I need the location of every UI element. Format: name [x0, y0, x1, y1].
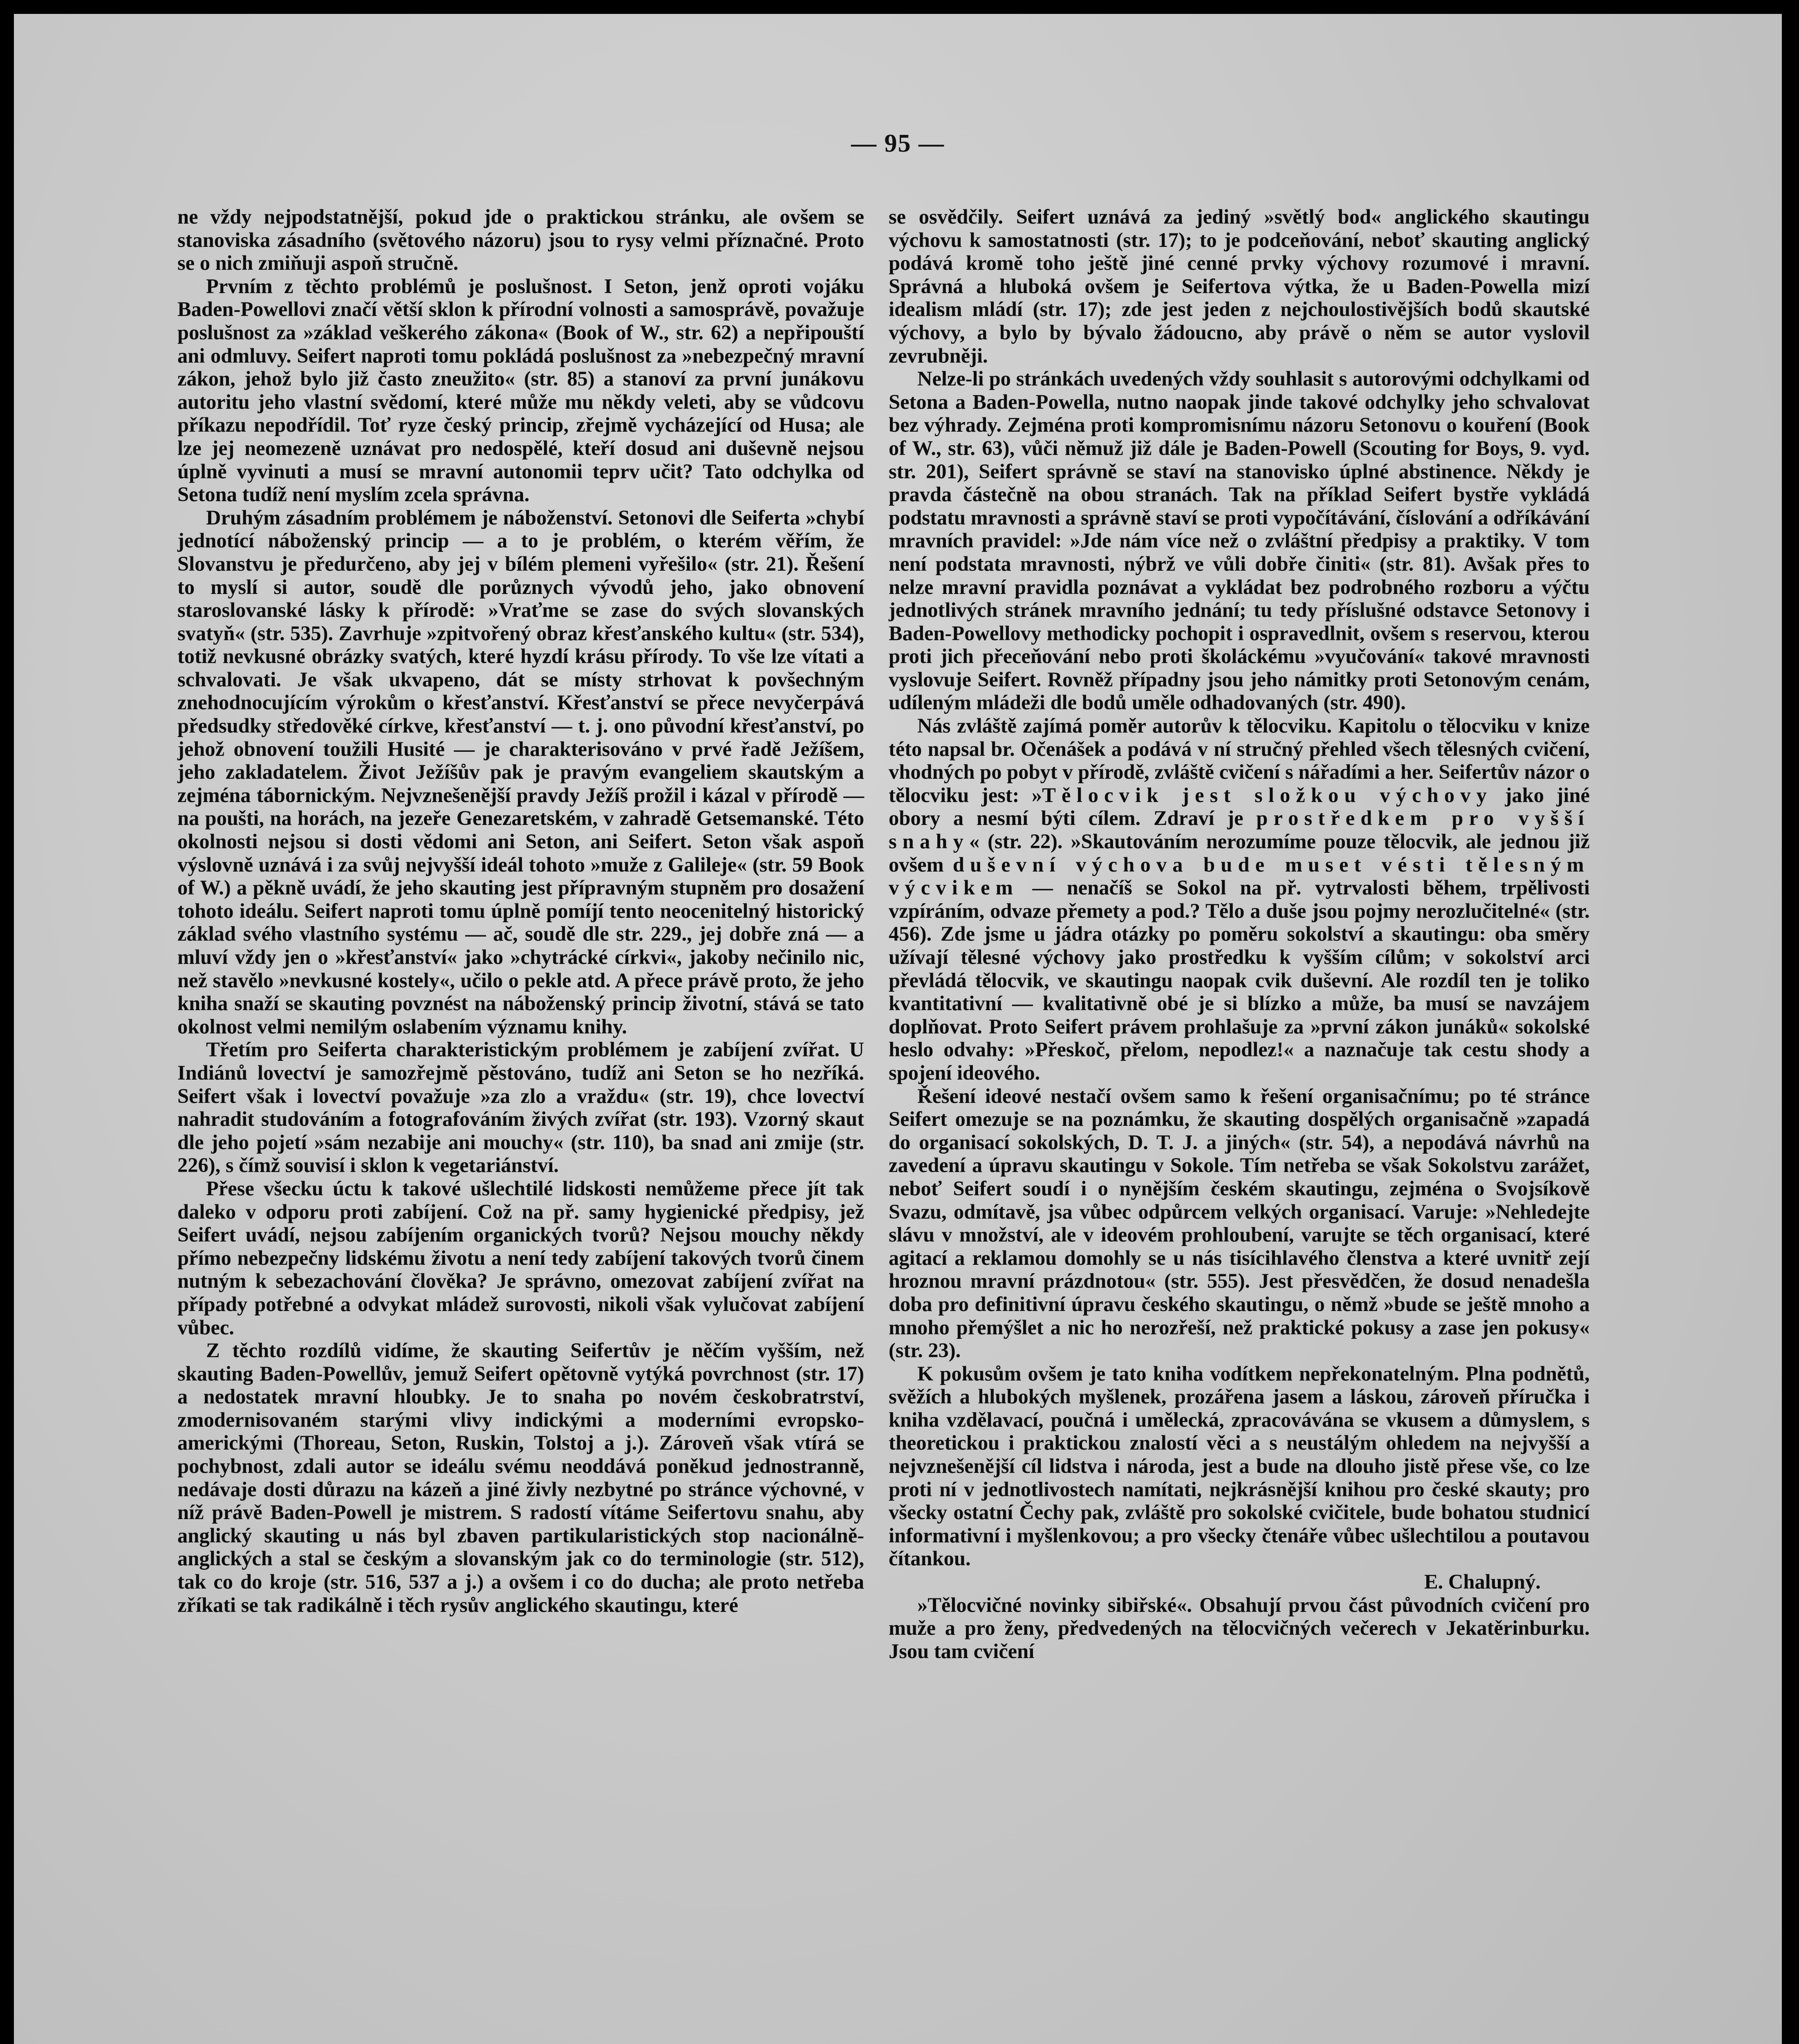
- paragraph: Z těchto rozdílů vidíme, že skauting Seifertův je něčím vyšším, než skauting Baden-Powellův, jemuž Seifert opětovně vytýká povrchnost (str. 17) a nedostatek mravní hloubky. Je to snaha po novém českobratrství, zmodernisovaném starými vlivy indickými a moderními evropsko-americkými (Thoreau, Seton, Ruskin, Tolstoj a j.). Zároveň však vtírá se pochybnost, zdali autor se ideálu svému neoddává poněkud jednostranně, nedávaje dosti důrazu na kázeň a jiné živly nezbytné po stránce výchovné, v níž právě Baden-Powell je mistrem. S radostí vítáme Seifertovu snahu, aby anglický skauting u nás byl zbaven partikularistických stop nacionálně-anglických a stal se českým a slovanským jak co do terminologie (str. 512), tak co do kroje (str. 516, 537 a j.) a ovšem i co do ducha; ale proto netřeba zříkati se tak radikálně i těch rysův anglického skautingu, které: [177, 1339, 864, 1616]
- author-signature: E. Chalupný.: [1424, 1570, 1541, 1594]
- text-run: Obsahují prvou část původních cvičení pro muže a pro ženy, předvedených na tělocvičných večerech v Jekatěrinburku. Jsou tam cvičení: [889, 1593, 1590, 1663]
- text-run: Nás zvláště zajímá poměr autorův k tělocviku. Kapitolu o tělocviku v knize této napsal br. Očenášek a podává v ní stručný přehled všech tělesných cvičení, vhodných po pobyt v přírodě, zvláště cvičení s nářadími a her. Seifertův názor o tělocviku jest: »: [889, 714, 1590, 807]
- paragraph: ne vždy nejpodstatnější, pokud jde o praktickou stránku, ale ovšem se stanoviska zásadního (světového názoru) jsou to rysy velmi příznačné. Proto se o nich zmiňuji aspoň stručně.: [177, 205, 864, 275]
- spaced-emphasis: Tělocvik jest složkou výchovy: [1042, 783, 1493, 807]
- left-column: [177, 205, 864, 1616]
- paragraph: Prvním z těchto problémů je poslušnost. I Seton, jenž oproti vojáku Baden-Powellovi značí větší sklon k přírodní volnosti a samosprávě, považuje poslušnost za »základ veškerého zákona« (Book of W., str. 62) a nepřipouští ani odmluvy. Seifert naproti tomu pokládá poslušnost za »nebezpečný mravní zákon, jehož bylo již často zneužito« (str. 85) a stanoví za první junákovu autoritu jeho vlastní svědomí, které může mu někdy veleti, aby se vůdcovu příkazu nepodřídil. Toť ryze český princip, zřejmě vycházející od Husa; ale lze jej neomezeně uznávat pro nedospělé, kteří dosud ani duševně nejsou úplně vyvinuti a musí se mravní autonomii teprv učit? Tato odchylka od Setona tudíž není myslím zcela správna.: [177, 274, 864, 506]
- scanned-sheet: [14, 14, 1782, 2044]
- paragraph: [889, 1594, 1590, 1663]
- paragraph: K pokusům ovšem je tato kniha vodítkem nepřekonatelným. Plna podnětů, svěžích a hlubokých myšlenek, prozářena jasem a láskou, zároveň příručka i kniha vzdělavací, poučná i umělecká, zpracovávána se vkusem a důmyslem, s theoretickou i praktickou znalostí věci a s neustálým ohledem na nejvyšší a nejvznešenější cíl lidstva i národa, jest a bude na dlouho jistě přese vše, co lze proti ní v jednotlivostech namítati, nejkrásnější knihou pro české skauty; pro všecky ostatní Čechy pak, zvláště pro sokolské cvičitele, bude bohatou studnicí informativní i myšlenkovou; a pro všecky čtenáře vůbec ušlechtilou a poutavou čítankou.: [889, 1362, 1590, 1570]
- page-number: — 95 —: [851, 130, 945, 157]
- review-title: »Tělocvičné novinky sibiřské«.: [917, 1593, 1192, 1616]
- right-column: [889, 205, 1590, 1663]
- spaced-emphasis: duševní výchova bude muset vésti tělesným výcvikem: [889, 853, 1590, 899]
- text-run: — nenačíš se Sokol na př. vytrvalosti během, trpělivosti vzpíráním, odvaze přemety a pod.? Tělo a duše jsou pojmy nerozlučitelné« (str. 456). Zde jsme u jádra otázky po poměru sokolství a skautingu: oba směry užívají tělesné výchovy jako prostředku k vyšším cílům; v sokolství arci převládá tělocvik, ve skautingu naopak cvik duševní. Ale rozdíl ten je toliko kvantitativní — kvalitativně obé je si blízko a může, ba musí se navzájem doplňovat. Proto Seifert právem prohlašuje za »první zákon junáků« sokolské heslo odvahy: »Přeskoč, přelom, nepodlez!« a naznačuje tak cestu shody a spojení ideového.: [889, 876, 1590, 1084]
- text-run: jako jiné obory a nesmí býti cílem. Zdraví je: [889, 783, 1590, 830]
- paragraph: se osvědčily. Seifert uznává za jediný »světlý bod« anglického skautingu výchovu k samostatnosti (str. 17); to je podceňování, neboť skauting anglický podává kromě toho ještě jiné cenné prvky výchovy rozumové i mravní. Správná a hluboká ovšem je Seifertova výtka, že u Baden-Powella mizí idealism mládí (str. 17); zde jest jeden z nejchoulostivějších bodů skautské výchovy, a bylo by bývalo žádoucno, aby právě o něm se autor vyslovil zevrubněji.: [889, 205, 1590, 367]
- paragraph: Nelze-li po stránkách uvedených vždy souhlasit s autorovými odchylkami od Setona a Baden-Powella, nutno naopak jinde takové odchylky jeho schvalovat bez výhrady. Zejména proti kompromisnímu názoru Setonovu o kouření (Book of W., str. 63), vůči němuž již dále je Baden-Powell (Scouting for Boys, 9. vyd. str. 201), Seifert správně se staví na stanovisko úplné abstinence. Někdy je pravda částečně na obou stranách. Tak na příklad Seifert bystře vykládá podstatu mravnosti a správně staví se proti vypočítávání, číslování a odříkávání mravních pravidel: »Jde nám více než o zvláštní předpisy a praktiky. V tom není podstata mravnosti, nýbrž ve vůli dobře činiti« (str. 81). Avšak přes to nelze mravní pravidla poznávat a vykládat bez podrobného rozboru a výčtu jednotlivých stránek mravního jednání; tu tedy příslušné odstavce Setonovy i Baden-Powellovy methodicky pochopit i ospravedlnit, ovšem s reservou, kterou proti jich přeceňování nebo proti školáckému »vyučování« takové mravnosti vyslovuje Seifert. Rovněž případny jsou jeho námitky proti Setonovým cenám, udíleným mládeži dle bodů uměle odhadovaných (str. 490).: [889, 367, 1590, 714]
- text-run: « (str. 22). »Skautováním nerozumíme pouze tělocvik, ale jednou již ovšem: [889, 830, 1590, 876]
- paragraph: Řešení ideové nestačí ovšem samo k řešení organisačnímu; po té stránce Seifert omezuje se na poznámku, že skauting dospělých organisačně »zapadá do organisací sokolských, D. T. J. a jiných« (str. 54), a nepodává návrhů na zavedení a úpravu skautingu v Sokole. Tím netřeba se však Sokolstvu zarážet, neboť Seifert soudí i o nynějším českém skautingu, zejména o Svojsíkově Svazu, odmítavě, jsa vůbec odpůrcem velkých organisací. Varuje: »Nehledejte slávu v množství, ale v ideovém prohloubení, varujte se těch organisací, které agitací a reklamou domohly se u nás tisícihlavého členstva a které uvnitř zejí hroznou mravní prázdnotou« (str. 555). Jest přesvědčen, že dosud nenadešla doba pro definitivní úpravu českého skautingu, o němž »bude se ještě mnoho a mnoho přemýšlet a nic ho nerozřeší, než praktické pokusy a zase jen pokusy« (str. 23).: [889, 1084, 1590, 1362]
- paragraph: Přese všecku úctu k takové ušlechtilé lidskosti nemůžeme přece jít tak daleko v odporu proti zabíjení. Což na př. samy hygienické předpisy, jež Seifert uvádí, nejsou zabíjením organických tvorů? Nejsou mouchy někdy přímo nebezpečny lidskému životu a není tedy zabíjení takových tvorů činem nutným k sebezachování člověka? Je správno, omezovat zabíjení zvířat na případy potřebné a odvykat mládež surovosti, nikoli však vylučovat zabíjení vůbec.: [177, 1177, 864, 1339]
- paragraph: Třetím pro Seiferta charakteristickým problémem je zabíjení zvířat. U Indiánů lovectví je samozřejmě pěstováno, tudíž ani Seton se ho nezříká. Seifert však i lovectví považuje »za zlo a vraždu« (str. 19), chce lovectví nahradit studováním a fotografováním živých zvířat (str. 193). Vzorný skaut dle jeho pojetí »sám nezabije ani mouchy« (str. 110), ba snad ani zmije (str. 226), s čímž souvisí i sklon k vegetariánství.: [177, 1038, 864, 1177]
- paragraph: [889, 714, 1590, 1085]
- paragraph: Druhým zásadním problémem je náboženství. Setonovi dle Seiferta »chybí jednotící náboženský princip — a to je problém, o kterém věřím, že Slovanstvu je předurčeno, aby jej v bílém plemeni vyřešilo« (str. 21). Řešení to myslí si autor, soudě dle porůznych vývodů jeho, jako obnovení staroslovanské lásky k přírodě: »Vraťme se zase do svých slovanských svatyň« (str. 535). Zavrhuje »zpitvořený obraz křesťanského kultu« (str. 534), totiž nevkusné obrázky svatých, které hyzdí krásu přírody. To vše lze vítati a schvalovati. Je však ukvapeno, dát se místy strhovat k povšechným znehodnocujícím výrokům o křesťanství. Křesťanství se přece nevyčerpává předsudky středověké církve, křesťanství — t. j. ono původní křesťanství, po jehož obnovení toužili Husité — je charakterisováno v prvé řadě Ježíšem, jeho zakladatelem. Život Ježíšův pak je pravým evangeliem skautským a zejména tábornickým. Nejvznešenější pravdy Ježíš prožil i kázal v přírodě — na poušti, na horách, na jezeře Genezaretském, v zahradě Getsemanské. Této okolnosti nejsou si dosti vědomi ani Seton, ani Seifert. Seton však aspoň výslovně uznává i za svůj nejvyšší ideál tohoto »muže z Galileje« (str. 59 Book of W.) a pěkně uvádí, že jeho skauting jest přípravným stupněm pro dosažení tohoto ideálu. Seifert naproti tomu úplně pomíjí tento neocenitelný historický základ svého vlastního systému — ač, soudě dle str. 229., jej dobře zná — a mluví vždy jen o »křesťanství« jako »chytrácké církvi«, jakoby nečinilo nic, než stavělo »nevkusné kostely«, učilo o pekle atd. A přece právě proto, že jeho kniha snaží se skauting povznést na náboženský princip životní, stává se tato okolnost velmi nemilým oslabením významu knihy.: [177, 506, 864, 1038]
- spaced-emphasis: prostředkem pro vyšší snahy: [889, 807, 1590, 853]
